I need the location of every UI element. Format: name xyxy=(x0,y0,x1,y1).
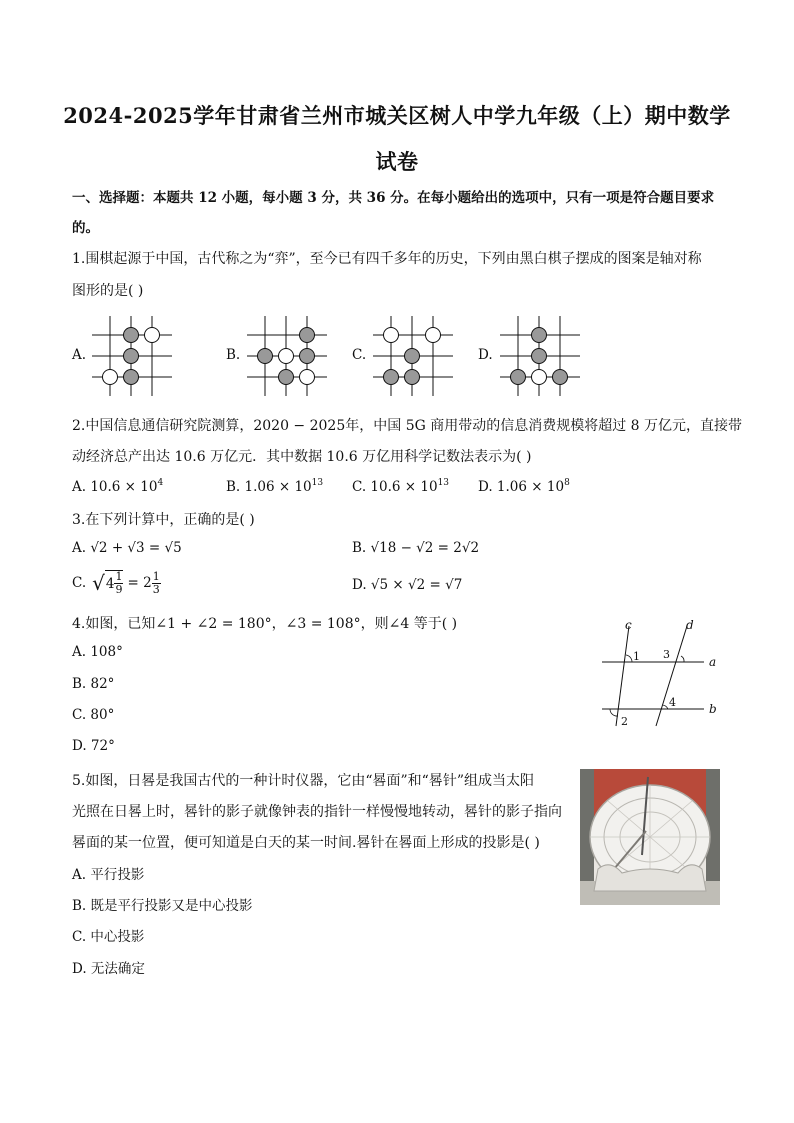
q1-board-d xyxy=(496,313,584,399)
q4-figure xyxy=(596,612,726,732)
line-d xyxy=(656,626,687,726)
q4-option-c: C. 80° xyxy=(72,707,115,723)
white-stone xyxy=(279,349,294,364)
page-title-line2: 试卷 xyxy=(375,149,419,174)
angle-arc-4 xyxy=(662,705,668,709)
gray-stone xyxy=(532,349,547,364)
q1-stem-line2: 图形的是( ) xyxy=(72,283,144,299)
line-c xyxy=(616,626,629,726)
q1-label-d: D. xyxy=(478,347,493,363)
q5-option-b: B. 既是平行投影又是中心投影 xyxy=(72,898,253,914)
q5-option-a: A. 平行投影 xyxy=(72,867,145,883)
label-a: a xyxy=(709,655,717,669)
gray-stone xyxy=(300,328,315,343)
q2-stem: 2.中国信息通信研究院测算，2020 − 2025年，中国 5G 商用带动的信息消费规模将超过 8 万亿元，直接带 xyxy=(72,418,743,434)
q4-stem: 4.如图，已知∠1 + ∠2 = 180°，∠3 = 108°，则∠4 等于( ) xyxy=(72,616,458,632)
angle-arc-1 xyxy=(626,655,632,662)
q5-stem-line2: 光照在日晷上时，晷针的影子就像钟表的指针一样慢慢地转动，晷针的影子指向 xyxy=(72,804,562,820)
gray-stone xyxy=(553,370,568,385)
gray-stone xyxy=(124,328,139,343)
gray-stone xyxy=(124,370,139,385)
q3-option-b: B. √18 − √2 = 2√2 xyxy=(352,540,480,556)
q3-option-a: A. √2 + √3 = √5 xyxy=(72,540,182,556)
gray-stone xyxy=(405,370,420,385)
q4-option-b: B. 82° xyxy=(72,676,115,692)
q1-board-b xyxy=(243,313,331,399)
section-header: 一、选择题：本题共 12 小题，每小题 3 分，共 36 分。在每小题给出的选项中，只有一项是符合题目要求 xyxy=(72,190,715,206)
q2-option-c: C. $10.6 \times 10^{13}$ xyxy=(352,478,450,495)
q2-stem-line2: 动经济总产出达 10.6 万亿元．其中数据 10.6 万亿用科学记数法表示为( ) xyxy=(72,449,532,465)
gray-stone xyxy=(124,349,139,364)
q1-stem: 1.围棋起源于中国，古代称之为“弈”，至今已有四千多年的历史，下列由黑白棋子摆成的图案是轴对称 xyxy=(72,251,702,267)
q1-board-a xyxy=(88,313,176,399)
q2-option-d: D. $1.06 \times 10^8$ xyxy=(478,478,570,495)
label-c: c xyxy=(625,618,632,632)
angle-label-1: 1 xyxy=(633,650,640,663)
q3-option-d: D. √5 × √2 = √7 xyxy=(352,577,463,593)
q4-option-a: A. 108° xyxy=(72,644,123,660)
angle-arc-2 xyxy=(610,709,618,716)
q3-stem: 3.在下列计算中，正确的是( ) xyxy=(72,512,255,528)
q5-option-d: D. 无法确定 xyxy=(72,961,145,977)
q1-label-b: B. xyxy=(226,347,241,363)
q5-stem-line3: 晷面的某一位置，便可知道是白天的某一时间.晷针在晷面上形成的投影是( ) xyxy=(72,835,540,851)
gray-stone xyxy=(532,328,547,343)
white-stone xyxy=(300,370,315,385)
q3-option-c: C. √ 4 $\frac{1}{9}$ = 2 $\frac{1}{3}$ xyxy=(72,569,160,596)
white-stone xyxy=(145,328,160,343)
white-stone xyxy=(426,328,441,343)
angle-label-4: 4 xyxy=(669,696,676,709)
page-title: 2024-2025学年甘肃省兰州市城关区树人中学九年级（上）期中数学 xyxy=(63,103,731,128)
q5-stem: 5.如图，日晷是我国古代的一种计时仪器，它由“晷面”和“晷针”组成当太阳 xyxy=(72,773,534,789)
q2-option-b: B. $1.06 \times 10^{13}$ xyxy=(226,478,324,495)
gray-stone xyxy=(300,349,315,364)
q2-option-a: A. $10.6 \times 10^4$ xyxy=(72,478,164,495)
label-b: b xyxy=(709,702,717,716)
gray-stone xyxy=(279,370,294,385)
q5-option-c: C. 中心投影 xyxy=(72,929,145,945)
gray-stone xyxy=(384,370,399,385)
gray-stone xyxy=(511,370,526,385)
q4-option-d: D. 72° xyxy=(72,738,115,754)
q1-label-c: C. xyxy=(352,347,367,363)
section-header-line2: 的。 xyxy=(72,220,99,236)
white-stone xyxy=(384,328,399,343)
white-stone xyxy=(532,370,547,385)
q1-board-c xyxy=(369,313,457,399)
angle-arc-3 xyxy=(681,656,684,662)
gray-stone xyxy=(258,349,273,364)
angle-label-3: 3 xyxy=(663,648,670,661)
white-stone xyxy=(103,370,118,385)
angle-label-2: 2 xyxy=(621,715,628,728)
q1-label-a: A. xyxy=(72,347,87,363)
label-d: d xyxy=(686,618,694,632)
gray-stone xyxy=(405,349,420,364)
sundial-photo xyxy=(580,769,720,905)
